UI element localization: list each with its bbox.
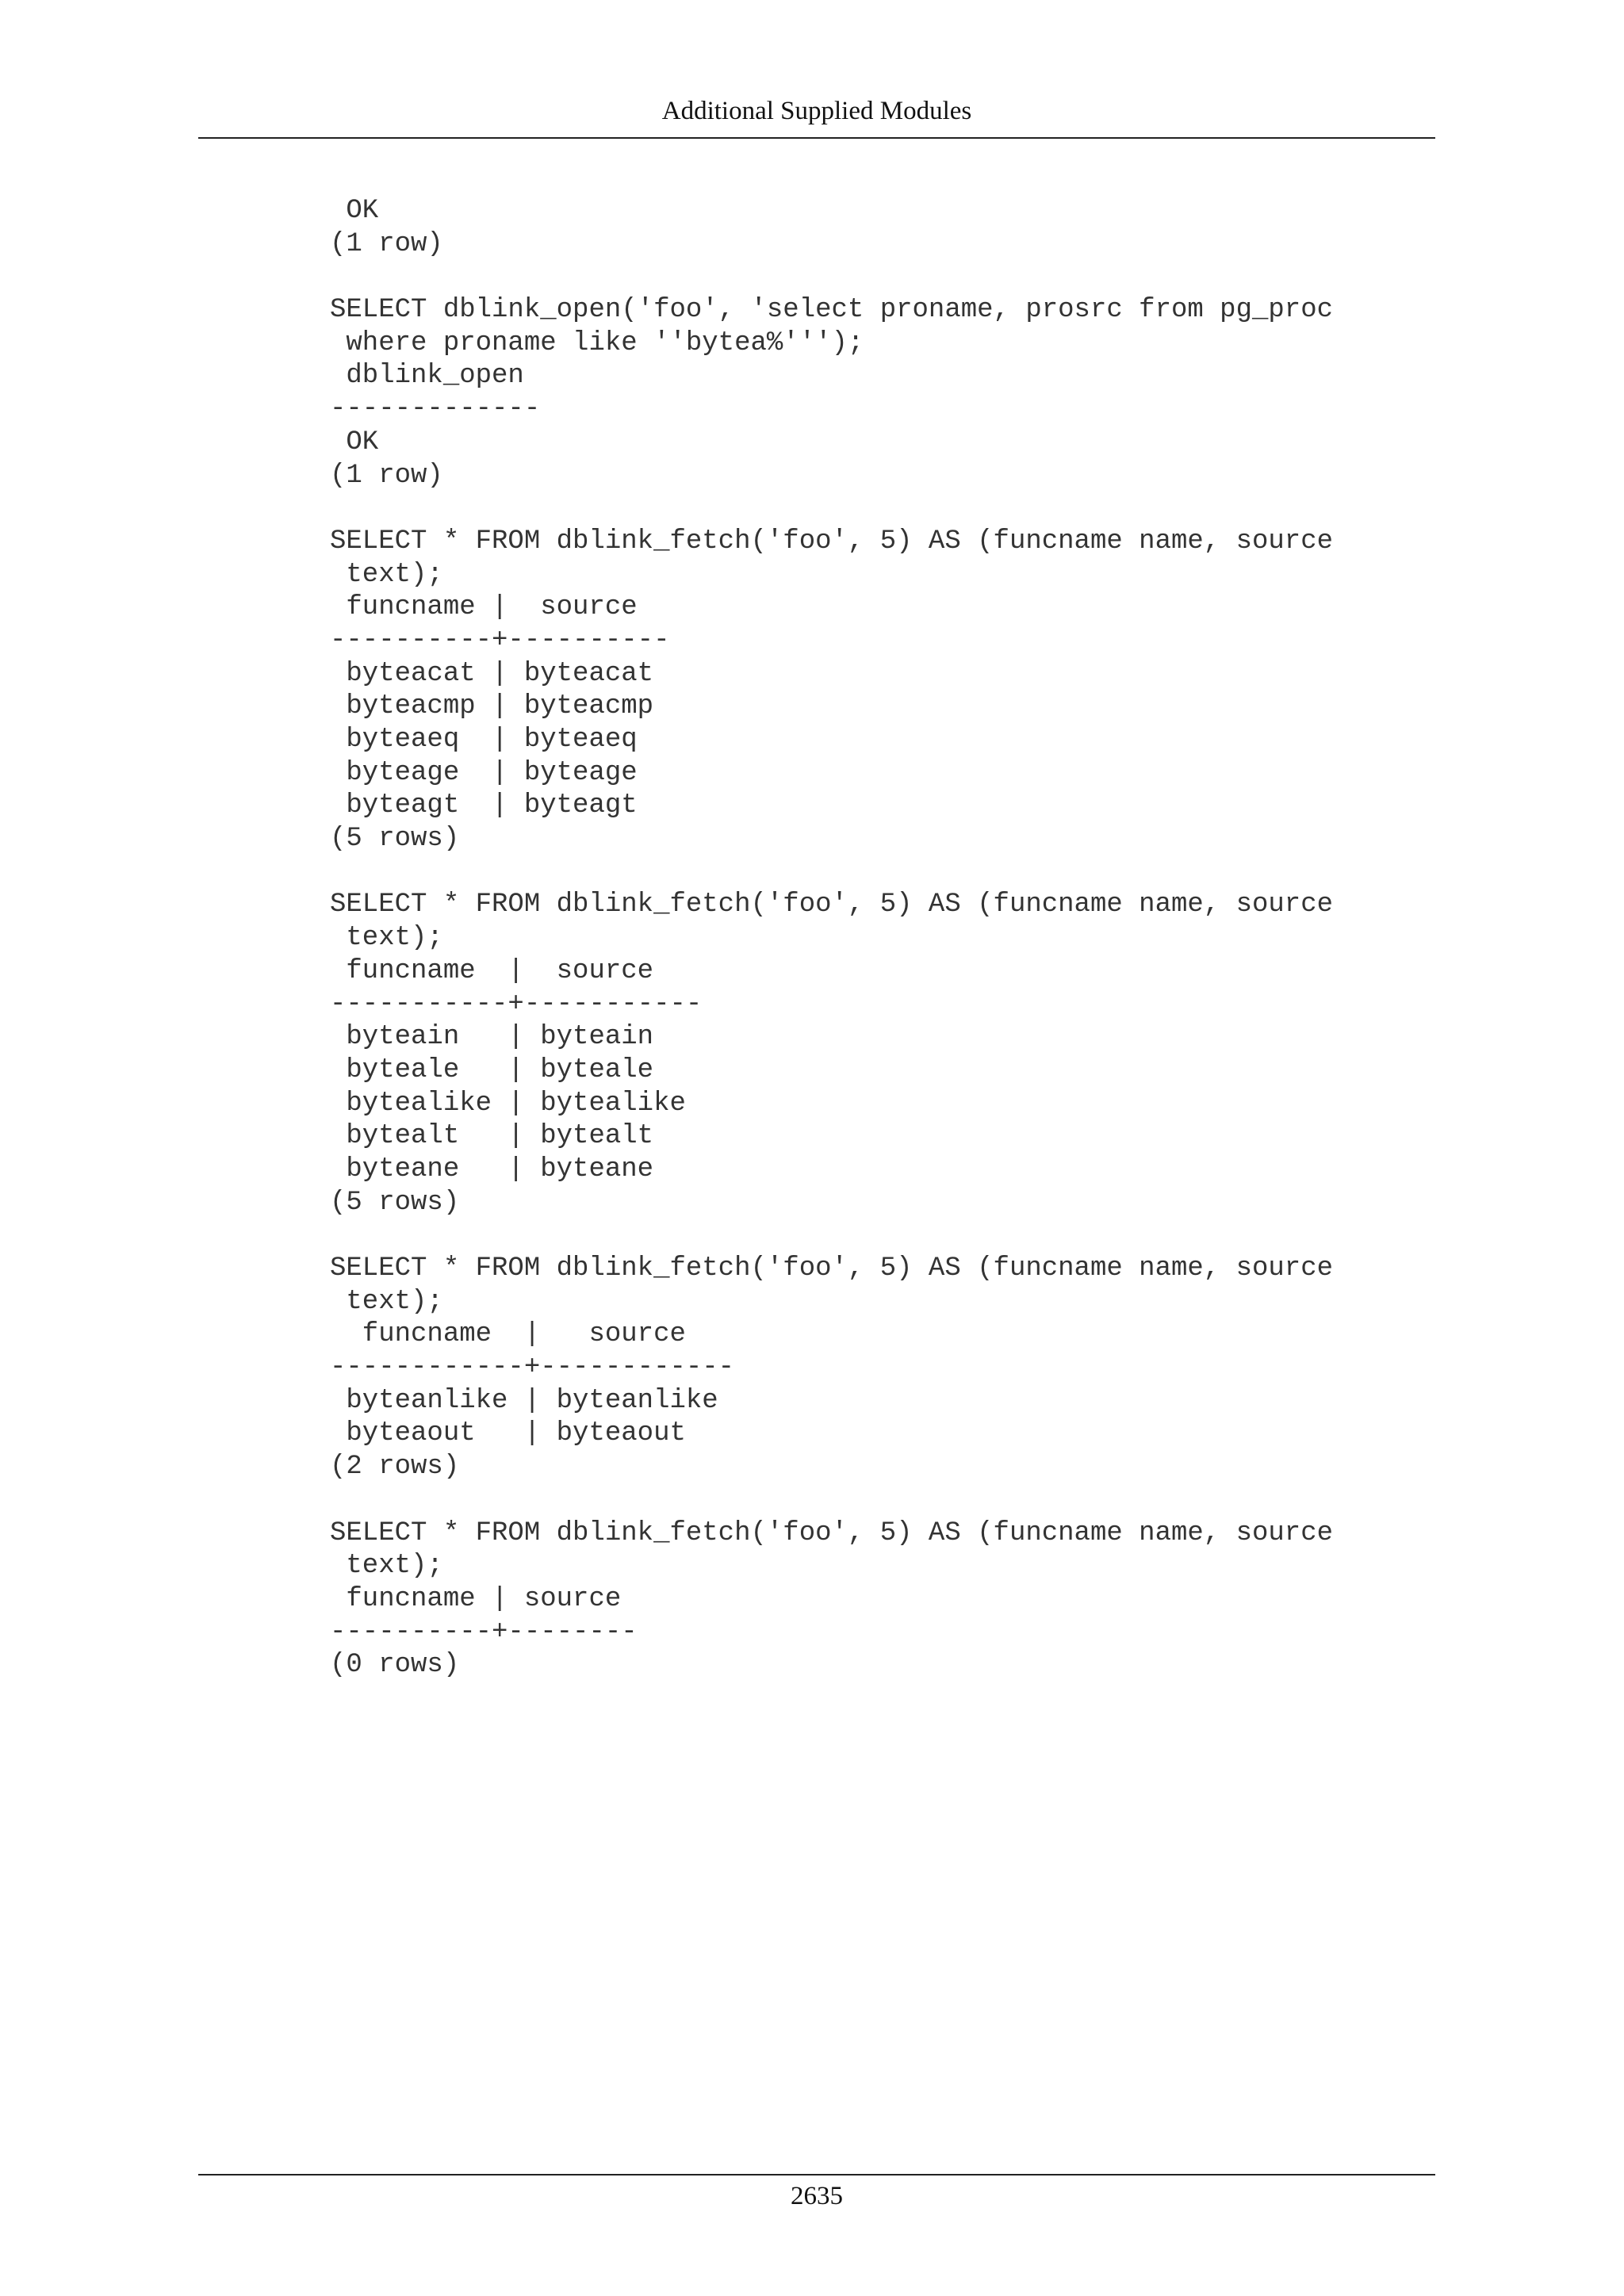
- code-line: [330, 261, 1333, 294]
- code-line: text);: [330, 1551, 443, 1582]
- code-line: SELECT * FROM dblink_fetch('foo', 5) AS (funcname name, source: [330, 890, 1334, 920]
- header-divider: [198, 137, 1435, 139]
- code-line: SELECT * FROM dblink_fetch('foo', 5) AS (funcname name, source: [330, 1253, 1334, 1284]
- code-line: text);: [330, 559, 443, 590]
- code-line: (5 rows): [330, 824, 460, 855]
- code-line: [330, 1484, 1333, 1517]
- code-line: text);: [330, 923, 443, 954]
- page-number: 2635: [791, 2182, 843, 2210]
- code-line: OK: [330, 427, 379, 457]
- code-line: (1 row): [330, 228, 443, 259]
- code-line: funcname | source: [330, 955, 654, 986]
- code-line: byteale | byteale: [330, 1054, 654, 1085]
- page-header-title: Additional Supplied Modules: [661, 97, 972, 125]
- code-line: byteaout | byteaout: [330, 1418, 686, 1449]
- code-line: byteacat | byteacat: [330, 658, 654, 689]
- code-line: bytealike | bytealike: [330, 1088, 686, 1119]
- code-line: OK: [330, 196, 379, 226]
- code-line: -------------: [330, 394, 541, 425]
- code-line: byteane | byteane: [330, 1154, 654, 1184]
- code-line: funcname | source: [330, 1583, 622, 1614]
- footer-divider: [198, 2174, 1435, 2175]
- code-line: (5 rows): [330, 1187, 460, 1218]
- code-line: dblink_open: [330, 361, 524, 392]
- code-line: where proname like ''bytea%''');: [330, 327, 864, 358]
- code-line: byteanlike | byteanlike: [330, 1385, 718, 1416]
- code-line: funcname | source: [330, 1319, 686, 1350]
- code-line: -----------+-----------: [330, 989, 703, 1020]
- code-line: byteain | byteain: [330, 1022, 654, 1053]
- code-line: ------------+------------: [330, 1353, 735, 1383]
- code-line: [330, 492, 1333, 526]
- code-line: (0 rows): [330, 1650, 460, 1681]
- code-line: SELECT * FROM dblink_fetch('foo', 5) AS (funcname name, source: [330, 526, 1334, 557]
- code-line: text);: [330, 1286, 443, 1317]
- code-line: SELECT dblink_open('foo', 'select proname, prosrc from pg_proc: [330, 295, 1334, 326]
- code-line: (1 row): [330, 460, 443, 491]
- code-line: funcname | source: [330, 592, 638, 623]
- code-line: (2 rows): [330, 1452, 460, 1483]
- code-line: byteaeq | byteaeq: [330, 725, 638, 755]
- code-line: byteagt | byteagt: [330, 790, 638, 821]
- code-line: bytealt | bytealt: [330, 1121, 654, 1152]
- code-line: ----------+--------: [330, 1617, 638, 1647]
- code-line: [330, 1219, 1333, 1253]
- code-line: [330, 856, 1333, 890]
- code-example-block: [330, 195, 1333, 1682]
- code-line: byteacmp | byteacmp: [330, 691, 654, 722]
- code-line: SELECT * FROM dblink_fetch('foo', 5) AS (funcname name, source: [330, 1517, 1334, 1548]
- code-line: byteage | byteage: [330, 757, 638, 788]
- code-line: ----------+----------: [330, 625, 670, 656]
